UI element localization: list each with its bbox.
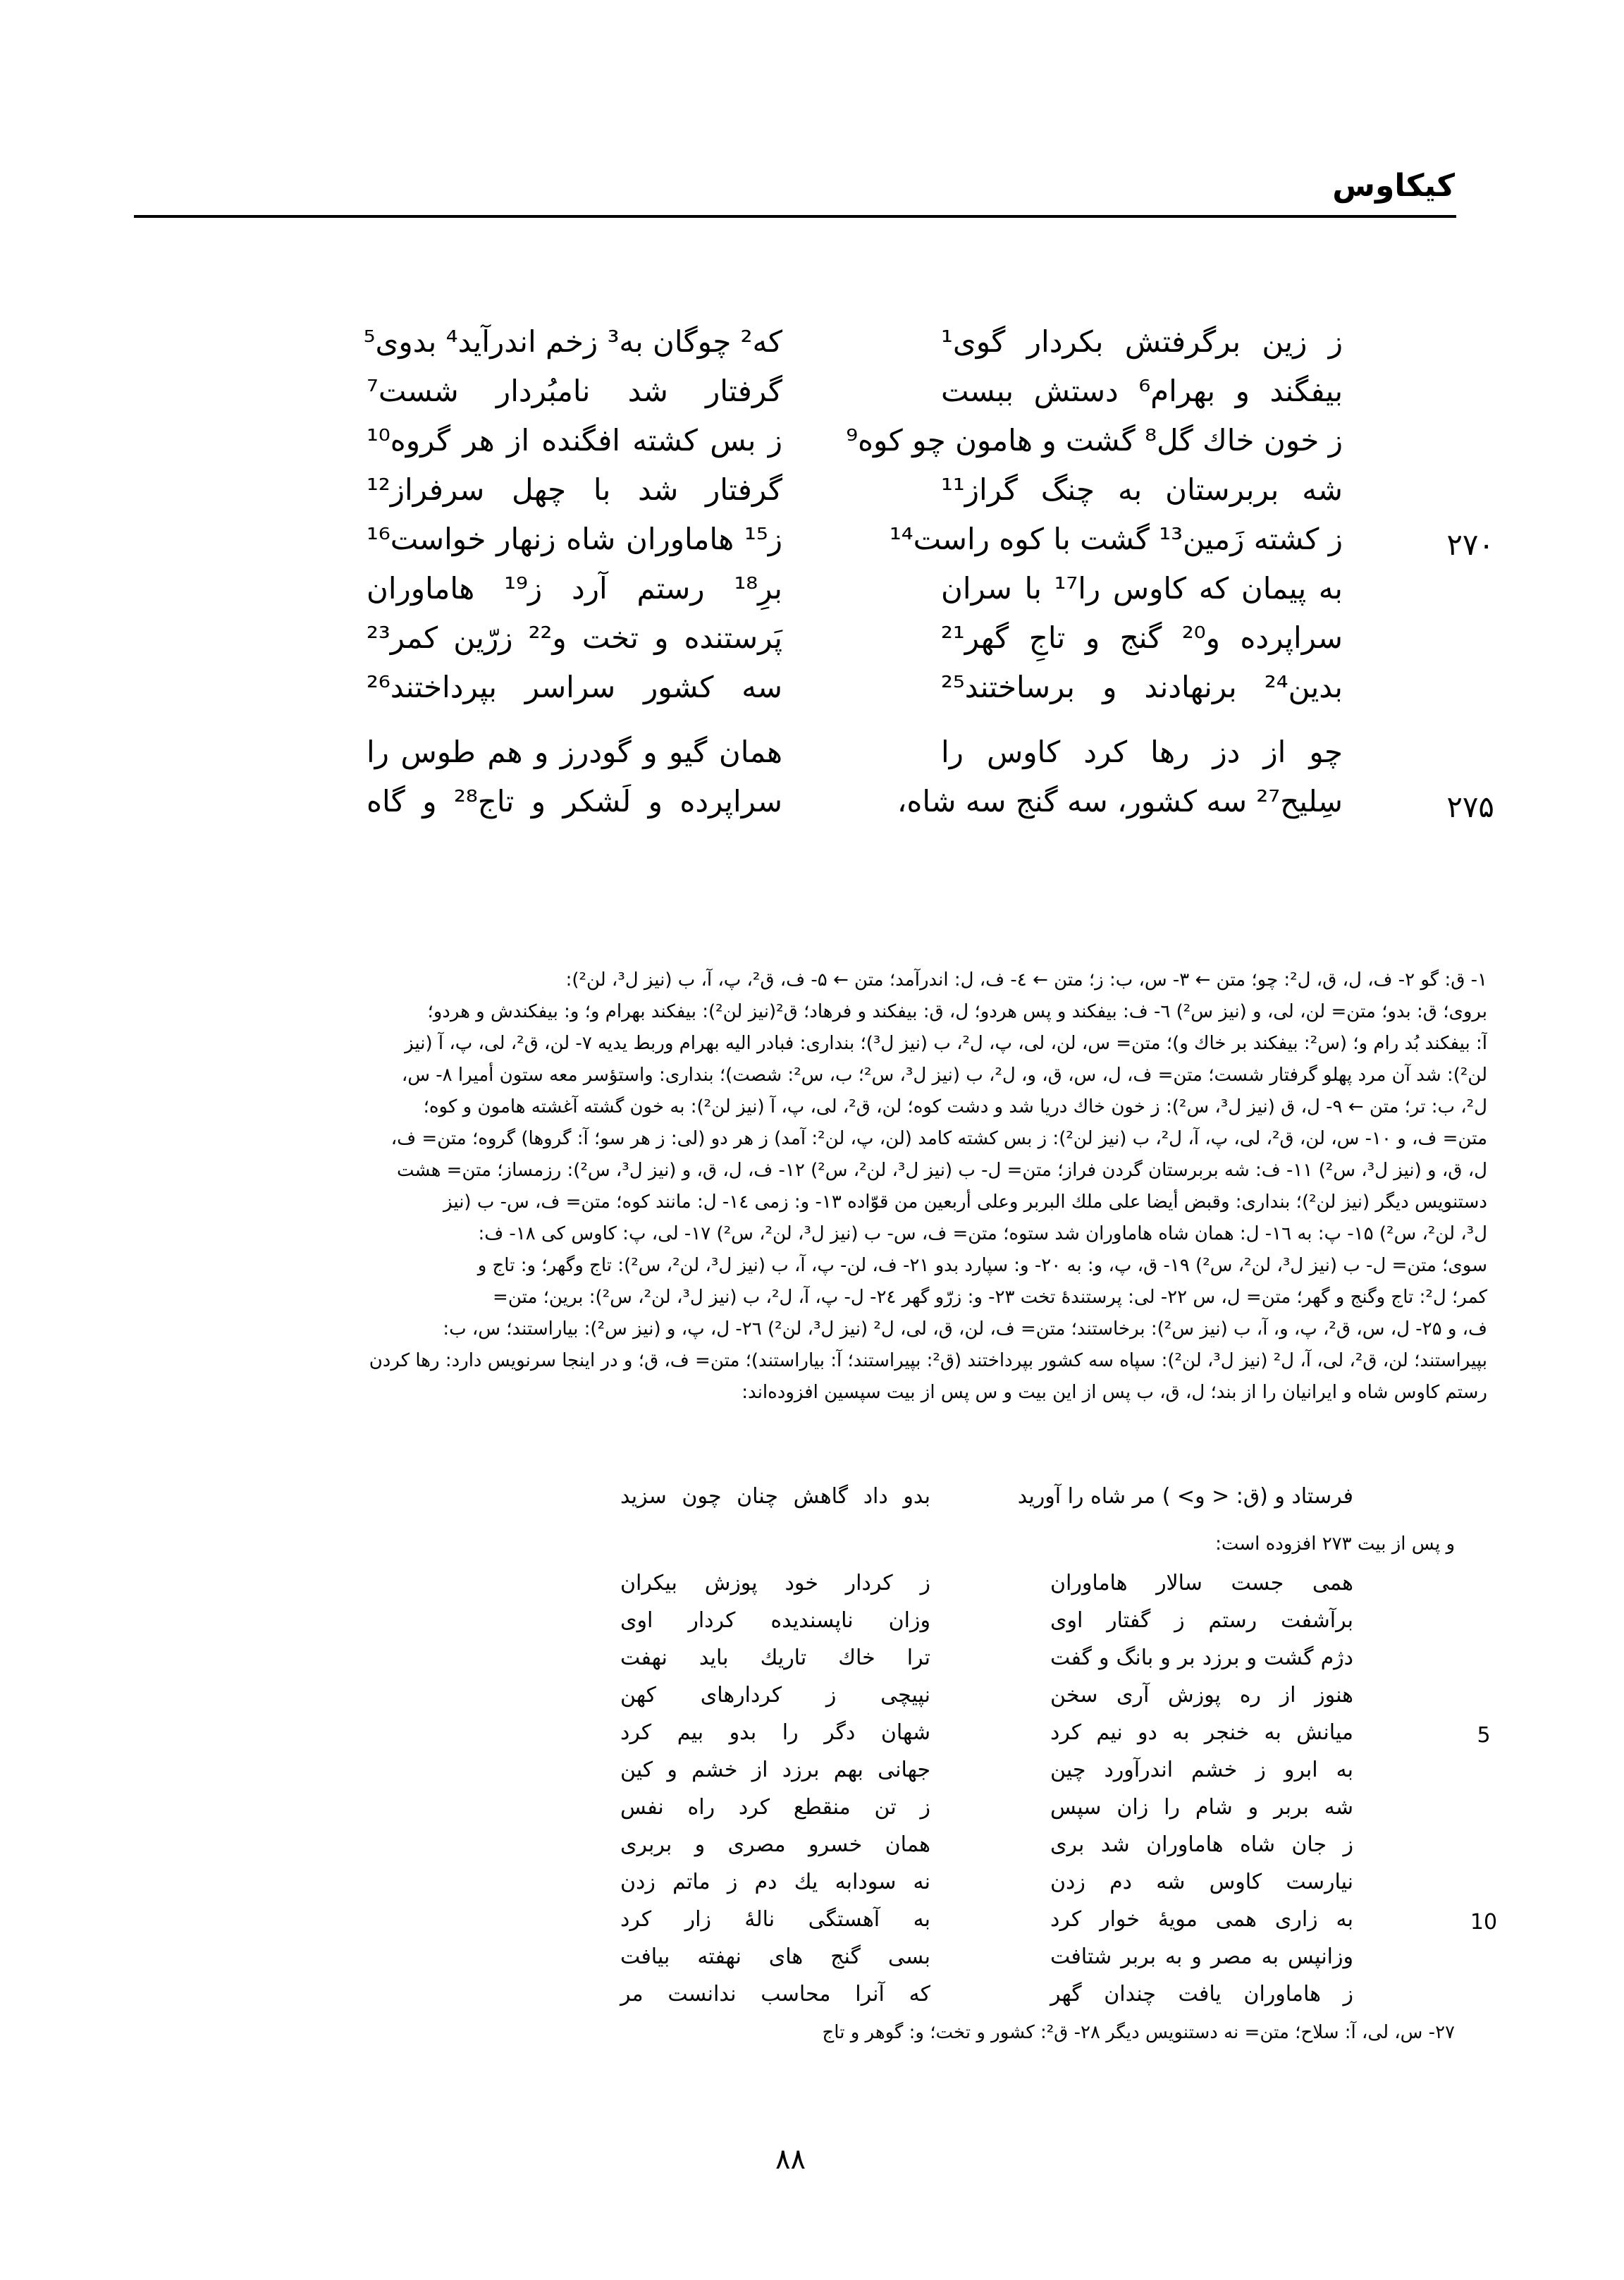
verse-second-hemistich: همان خسرو مصری و بربری	[620, 1832, 930, 1857]
added-verses-intro: و پس از بیت ۲۷۳ افزوده است:	[1215, 1533, 1455, 1555]
main-verses	[233, 324, 1494, 833]
verse-first-hemistich: به زاری همی مویهٔ خوار کرد	[1050, 1907, 1353, 1932]
verse-row	[233, 472, 1494, 522]
verse-second-hemistich: پَرستنده و تخت و²² زرّین کمر²³	[367, 620, 782, 655]
footnote-line: ل³، لن²، س²) ۱۵- پ: به ۱٦- ل: همان شاه هاماوران شد ستوه؛ متن= ف، س- ب (نیز ل³، لن²، س²) ۱۷- لی، پ: کاوس کی ۱۸- ف:	[478, 1223, 1487, 1244]
added-verse-row	[296, 1571, 1438, 1608]
verse-first-hemistich: بدین²⁴ برنهادند و برساختند²⁵	[941, 670, 1343, 704]
verse-first-hemistich: ز هاماوران یافت چندان گهر	[1050, 1982, 1353, 2006]
footnote-line: ل، ق، و (نیز ل³، س²) ۱۱- ف: شه بربرستان گردن فراز؛ متن= ل- ب (نیز ل³، لن²، س²) ۱۲- ف، ل، ق، و (نیز ل³، س²): رزمساز؛ متن= هشت	[396, 1160, 1487, 1181]
added-verse-row	[296, 1720, 1491, 1758]
verse-second-hemistich: ز¹⁵ هاماوران شاه زنهار خواست¹⁶	[367, 522, 782, 556]
verse-second-hemistich: سراپرده و لَشکر و تاج²⁸ و گاه	[367, 784, 783, 819]
verse-number: ۲۷۵	[1446, 790, 1494, 824]
verse-second-hemistich: جهانی بهم برزد از خشم و کین	[620, 1758, 930, 1782]
verse-first-hemistich: هنوز از ره پوزش آری سخن	[1050, 1683, 1353, 1708]
added-verse-row	[296, 1982, 1438, 2019]
added-verse-row	[296, 1832, 1438, 1870]
verse-row	[233, 784, 1494, 833]
verse-row	[233, 423, 1494, 472]
verse-number: 5	[1477, 1723, 1491, 1748]
verse-second-hemistich: گرفتار شد با چهل سرفراز¹²	[367, 472, 782, 507]
footnote-line: ل²، ب: تر؛ متن ← ۹- ل، ق (نیز ل³، س²): ز خون خاك دریا شد و دشت کوه؛ لن، ق²، لی، پ، آ (نیز لن²): به خون گشته آغشته هامون و کوه؛	[423, 1096, 1487, 1117]
footnote-line: متن= ف، و ۱۰- س، لن، ق²، لی، پ، آ، ل²، ب (نیز لن²): ز بس کشته کامد (لن، پ، لن²: آمد) ز هر دو (لی: ز هر سو؛ آ: گروها) گروه؛ متن= ف،	[390, 1128, 1487, 1149]
added-verse-row	[296, 1645, 1438, 1683]
footnote-line: آ: بیفکند بُد رام و؛ (س²: بیفکند بر خاك و)؛ متن= س، لن، لی، پ، ل²، ب (نیز ل³)؛ بنداری: فبادر الیه بهرام وربط یدیه ۷- لن، ق²، لی، پ، آ (نیز	[405, 1033, 1487, 1054]
verse-first-hemistich: فرستاد و (ق: < و> ) مر شاه را آورید	[1017, 1484, 1353, 1509]
verse-first-hemistich: ز کشته زَمین¹³ گشت با کوه راست¹⁴	[889, 522, 1343, 556]
verse-second-hemistich: وزان ناپسندیده کردار اوی	[620, 1608, 930, 1633]
verse-first-hemistich: سراپرده و²⁰ گنج و تاجِ گهر²¹	[941, 620, 1343, 655]
verse-first-hemistich: چو از دز رها کرد کاوس را	[941, 735, 1343, 769]
verse-first-hemistich: شه بربر و شام را زان سپس	[1050, 1795, 1353, 1820]
footnote-line: لن²): شد آن مرد پهلو گرفتار شست؛ متن= ف، ل، س، ق، و، ل²، ب (نیز ل³، س²؛ ب، س²: شصت)؛ بنداری: واستؤسر معه ستون أمیرا ۸- س،	[401, 1065, 1487, 1086]
verse-second-hemistich: نه سودابه یك دم ز ماتم زدن	[620, 1870, 930, 1894]
added-verse-row	[296, 1758, 1438, 1795]
verse-second-hemistich: ز بس کشته افگنده از هر گروه¹⁰	[367, 423, 782, 458]
verse-first-hemistich: همی جست سالار هاماوران	[1050, 1571, 1353, 1595]
added-verse-block-2	[296, 1571, 1498, 2019]
page-number: ۸۸	[775, 2143, 806, 2176]
footnote-line: کمر؛ ل²: تاج وگنج و گهر؛ متن= ل، س ۲۲- لی: پرستندهٔ تخت ۲۳- و: زرّو گهر ۲٤- ل- پ، آ، ل²، ب (نیز ل³، لن²، س²): برین؛ متن=	[493, 1287, 1487, 1308]
added-verse-row	[296, 1870, 1438, 1907]
verse-second-hemistich: بسی گنج های نهفته بیافت	[620, 1944, 930, 1969]
verse-second-hemistich: ز تن منقطع کرد راه نفس	[620, 1795, 930, 1820]
verse-first-hemistich: به ابرو ز خشم اندرآورد چین	[1050, 1758, 1353, 1782]
running-header-title: کیکاوس	[1332, 168, 1455, 204]
footnotes	[127, 964, 1487, 1409]
verse-second-hemistich: شهان دگر را بدو بیم کرد	[620, 1720, 930, 1745]
verse-first-hemistich: سِلیح²⁷ سه کشور، سه گنج سه شاه،	[897, 784, 1343, 819]
verse-first-hemistich: ز زین برگرفتش بکردار گوی¹	[941, 324, 1343, 359]
verse-second-hemistich: سه کشور سراسر بپرداختند²⁶	[367, 670, 782, 704]
added-verse-row	[296, 1944, 1438, 1982]
verse-number: 10	[1470, 1910, 1498, 1935]
verse-first-hemistich: برآشفت رستم ز گفتار اوی	[1050, 1608, 1353, 1633]
verse-second-hemistich: همان گیو و گودرز و هم طوس را	[367, 735, 782, 769]
footnote-line: سوی؛ متن= ل- ب (نیز ل³، لن²، س²) ۱۹- ق، پ، و: به ۲۰- و: سپارد بدو ۲۱- ف، لن- پ، آ، ب (نیز ل³، لن²، س²): تاج وگهر؛ و: تاج و	[477, 1255, 1487, 1276]
added-verse-row	[296, 1683, 1438, 1720]
footnote-final: ۲۷- س، لی، آ: سلاح؛ متن= نه دستنویس دیگر ۲۸- ق²: کشور و تخت؛ و: گوهر و تاج	[822, 2022, 1455, 2043]
footnote-line: رستم کاوس شاه و ایرانیان را از بند؛ ل، ق، ب پس از این بیت و س پس از بیت سپسین افزوده‌اند:	[742, 1382, 1487, 1403]
added-verse-row	[296, 1484, 1438, 1521]
verse-second-hemistich: که² چوگان به³ زخم اندرآید⁴ بدوی⁵	[363, 324, 782, 359]
verse-first-hemistich: میانش به خنجر به دو نیم کرد	[1050, 1720, 1353, 1745]
verse-first-hemistich: بیفگند و بهرام⁶ دستش ببست	[941, 374, 1343, 408]
verse-second-hemistich: که آنرا محاسب ندانست مر	[620, 1982, 930, 2006]
verse-first-hemistich: دژم گشت و برزد بر و بانگ و گفت	[1050, 1645, 1353, 1670]
header-rule	[134, 215, 1456, 218]
verse-second-hemistich: ترا خاك تاریك باید نهفت	[620, 1645, 930, 1670]
verse-second-hemistich: بدو داد گاهش چنان چون سزید	[620, 1484, 930, 1509]
verse-first-hemistich: شه بربرستان به چنگ گراز¹¹	[941, 472, 1343, 507]
verse-first-hemistich: ز خون خاك گل⁸ گشت و هامون چو کوه⁹	[846, 423, 1343, 458]
verse-first-hemistich: وزانپس به مصر و به بربر شتافت	[1050, 1944, 1353, 1969]
verse-first-hemistich: ز جان شاه هاماوران شد بری	[1050, 1832, 1353, 1857]
verse-second-hemistich: نپیچی ز کردارهای کهن	[620, 1683, 930, 1708]
verse-first-hemistich: نیارست کاوس شه دم زدن	[1050, 1870, 1353, 1894]
verse-first-hemistich: به پیمان که کاوس را¹⁷ با سران	[941, 571, 1343, 606]
added-verse-row	[296, 1608, 1438, 1645]
footnote-line: بپیراستند؛ لن، ق²، لی، آ، ل² (نیز ل³، لن²): سپاه سه کشور بپرداختند (ق²: بپیراستند؛ آ: بیاراستند)؛ متن= ف، ق؛ و در اینجا سرنویس دارد: رها کردن	[369, 1350, 1487, 1371]
verse-second-hemistich: ز کردار خود پوزش بیکران	[620, 1571, 930, 1595]
verse-number: ۲۷۰	[1446, 527, 1494, 562]
footnote-line: ۱- ق: گو ۲- ف، ل، ق، ل²: چو؛ متن ← ۳- س، ب: ز؛ متن ← ٤- ف، ل: اندرآمد؛ متن ← ۵- ف، ق²، پ، آ، ب (نیز ل³، لن²):	[565, 969, 1487, 991]
verse-second-hemistich: برِ¹⁸ رستم آرد ز¹⁹ هاماوران	[367, 571, 782, 606]
footnote-line: بروی؛ ق: بدو؛ متن= لن، لی، و (نیز س²) ٦- ف: بیفکند و پس هردو؛ ل، ق: بیفکند و فرهاد؛ ق²(نیز لن²): بیفکند بهرام و؛ و: بیفکندش و هردو؛	[427, 1001, 1487, 1022]
verse-second-hemistich: به آهستگی نالهٔ زار کرد	[620, 1907, 930, 1932]
verse-row	[233, 374, 1494, 423]
verse-row	[233, 324, 1494, 374]
added-verse-block-1	[296, 1484, 1438, 1521]
verse-row	[233, 735, 1494, 784]
verse-second-hemistich: گرفتار شد نامبُردار شست⁷	[367, 374, 782, 408]
verse-row	[233, 620, 1494, 670]
verse-row	[233, 670, 1494, 719]
verse-row	[233, 522, 1494, 571]
footnote-line: دستنویس دیگر (نیز لن²)؛ بنداری: وقبض أیضا علی ملك البربر وعلی أربعین من قوّاده ۱۳- و: زمی ١٤- ل: مانند کوه؛ متن= ف، س- ب (نیز	[443, 1191, 1487, 1213]
footnote-line: ف، و ۲۵- ل، س، ق²، پ، و، آ، ب (نیز س²): برخاستند؛ متن= ف، لن، ق، لی، ل² (نیز ل³، لن²) ۲٦- ل، پ، و (نیز س²): بیاراستند؛ س، ب:	[443, 1318, 1487, 1340]
verse-row	[233, 571, 1494, 620]
added-verse-row	[296, 1907, 1498, 1944]
added-verse-row	[296, 1795, 1438, 1832]
